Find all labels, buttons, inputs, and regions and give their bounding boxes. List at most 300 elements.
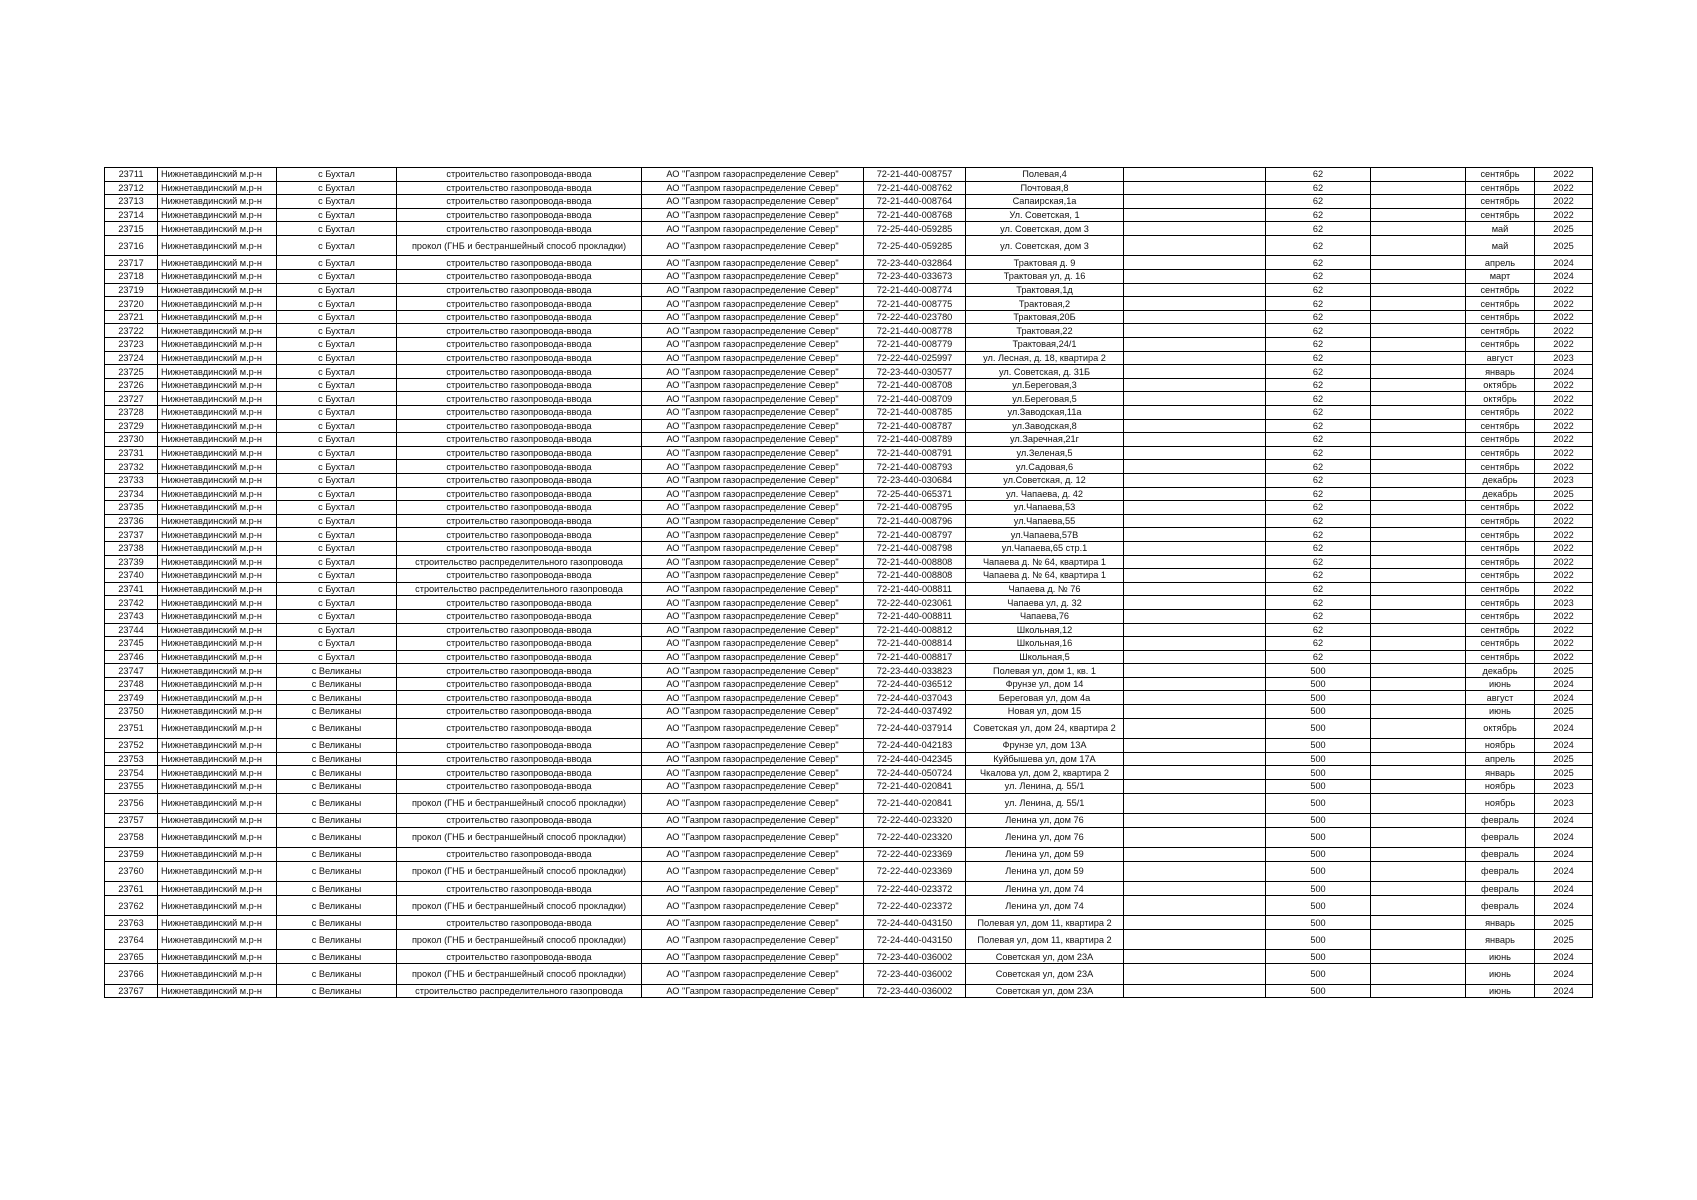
- cell-object-id: 72-21-440-008757: [864, 168, 966, 182]
- cell-organization: АО "Газпром газораспределение Север": [642, 446, 864, 460]
- table-row: [105, 378, 1593, 392]
- cell-object-id: 72-21-440-008793: [864, 460, 966, 474]
- table-row: [105, 691, 1593, 705]
- cell-number: 23733: [105, 473, 158, 487]
- cell-number: 23718: [105, 270, 158, 284]
- cell-empty: [1371, 528, 1466, 542]
- cell-object-id: 72-24-440-036512: [864, 677, 966, 691]
- cell-village: с Великаны: [277, 848, 397, 862]
- cell-district: Нижнетавдинский м.р-н: [158, 718, 277, 739]
- cell-month: сентябрь: [1466, 460, 1535, 474]
- table-row: [105, 433, 1593, 447]
- cell-empty: [1124, 752, 1266, 766]
- cell-month: декабрь: [1466, 664, 1535, 678]
- cell-number: 23738: [105, 541, 158, 555]
- cell-work-type: строительство газопровода-ввода: [397, 406, 642, 420]
- cell-number: 23715: [105, 222, 158, 236]
- cell-organization: АО "Газпром газораспределение Север": [642, 528, 864, 542]
- cell-object-id: 72-21-440-020841: [864, 779, 966, 793]
- cell-empty: [1371, 235, 1466, 256]
- cell-village: с Бухтал: [277, 208, 397, 222]
- cell-empty: [1371, 793, 1466, 814]
- cell-object-id: 72-22-440-023780: [864, 310, 966, 324]
- cell-organization: АО "Газпром газораспределение Север": [642, 916, 864, 930]
- cell-year: 2023: [1535, 473, 1593, 487]
- cell-district: Нижнетавдинский м.р-н: [158, 929, 277, 950]
- cell-empty: [1124, 378, 1266, 392]
- cell-organization: АО "Газпром газораспределение Север": [642, 222, 864, 236]
- table-row: [105, 650, 1593, 664]
- cell-empty: [1371, 739, 1466, 753]
- cell-number: 23749: [105, 691, 158, 705]
- cell-organization: АО "Газпром газораспределение Север": [642, 814, 864, 828]
- cell-object-id: 72-23-440-030577: [864, 365, 966, 379]
- cell-code: 500: [1266, 964, 1371, 985]
- cell-object-id: 72-25-440-059285: [864, 235, 966, 256]
- cell-district: Нижнетавдинский м.р-н: [158, 827, 277, 848]
- cell-village: с Бухтал: [277, 181, 397, 195]
- cell-organization: АО "Газпром газораспределение Север": [642, 324, 864, 338]
- cell-year: 2022: [1535, 501, 1593, 515]
- cell-code: 500: [1266, 984, 1371, 998]
- cell-month: февраль: [1466, 895, 1535, 916]
- cell-month: февраль: [1466, 814, 1535, 828]
- cell-village: с Великаны: [277, 814, 397, 828]
- cell-address: Трактовая,20Б: [966, 310, 1124, 324]
- cell-year: 2023: [1535, 351, 1593, 365]
- cell-year: 2022: [1535, 569, 1593, 583]
- cell-work-type: строительство газопровода-ввода: [397, 487, 642, 501]
- cell-number: 23754: [105, 766, 158, 780]
- cell-code: 62: [1266, 514, 1371, 528]
- cell-number: 23760: [105, 861, 158, 882]
- cell-work-type: прокол (ГНБ и бестраншейный способ прокладки): [397, 895, 642, 916]
- cell-code: 500: [1266, 739, 1371, 753]
- cell-work-type: строительство газопровода-ввода: [397, 528, 642, 542]
- cell-district: Нижнетавдинский м.р-н: [158, 473, 277, 487]
- cell-work-type: строительство газопровода-ввода: [397, 718, 642, 739]
- cell-empty: [1124, 637, 1266, 651]
- cell-village: с Великаны: [277, 793, 397, 814]
- cell-object-id: 72-22-440-023369: [864, 848, 966, 862]
- cell-address: ул. Чапаева, д. 42: [966, 487, 1124, 501]
- cell-district: Нижнетавдинский м.р-н: [158, 310, 277, 324]
- cell-village: с Великаны: [277, 916, 397, 930]
- cell-empty: [1124, 270, 1266, 284]
- cell-village: с Бухтал: [277, 528, 397, 542]
- cell-object-id: 72-21-440-008778: [864, 324, 966, 338]
- cell-year: 2025: [1535, 235, 1593, 256]
- table-row: [105, 596, 1593, 610]
- cell-empty: [1371, 950, 1466, 964]
- cell-number: 23763: [105, 916, 158, 930]
- cell-empty: [1371, 916, 1466, 930]
- cell-empty: [1371, 861, 1466, 882]
- cell-empty: [1371, 766, 1466, 780]
- cell-code: 500: [1266, 677, 1371, 691]
- cell-organization: АО "Газпром газораспределение Север": [642, 609, 864, 623]
- cell-month: сентябрь: [1466, 637, 1535, 651]
- cell-work-type: строительство газопровода-ввода: [397, 378, 642, 392]
- cell-object-id: 72-21-440-008808: [864, 555, 966, 569]
- table-row: [105, 555, 1593, 569]
- cell-year: 2022: [1535, 419, 1593, 433]
- cell-empty: [1371, 623, 1466, 637]
- table-row: [105, 473, 1593, 487]
- cell-organization: АО "Газпром газораспределение Север": [642, 779, 864, 793]
- cell-work-type: строительство газопровода-ввода: [397, 950, 642, 964]
- cell-month: сентябрь: [1466, 310, 1535, 324]
- cell-work-type: строительство газопровода-ввода: [397, 916, 642, 930]
- cell-village: с Великаны: [277, 691, 397, 705]
- cell-empty: [1371, 256, 1466, 270]
- cell-address: Трактовая,24/1: [966, 338, 1124, 352]
- cell-address: ул.Заводская,8: [966, 419, 1124, 433]
- cell-work-type: строительство газопровода-ввода: [397, 677, 642, 691]
- cell-organization: АО "Газпром газораспределение Север": [642, 310, 864, 324]
- cell-empty: [1124, 596, 1266, 610]
- cell-object-id: 72-21-440-008797: [864, 528, 966, 542]
- cell-empty: [1371, 596, 1466, 610]
- cell-work-type: строительство газопровода-ввода: [397, 297, 642, 311]
- cell-address: Чапаева ул, д. 32: [966, 596, 1124, 610]
- cell-organization: АО "Газпром газораспределение Север": [642, 514, 864, 528]
- cell-year: 2024: [1535, 270, 1593, 284]
- cell-address: Береговая ул, дом 4а: [966, 691, 1124, 705]
- cell-code: 62: [1266, 235, 1371, 256]
- cell-year: 2022: [1535, 623, 1593, 637]
- cell-object-id: 72-24-440-042183: [864, 739, 966, 753]
- cell-month: сентябрь: [1466, 433, 1535, 447]
- cell-address: ул.Чапаева,57В: [966, 528, 1124, 542]
- cell-district: Нижнетавдинский м.р-н: [158, 433, 277, 447]
- cell-object-id: 72-21-440-008812: [864, 623, 966, 637]
- cell-organization: АО "Газпром газораспределение Север": [642, 705, 864, 719]
- cell-code: 62: [1266, 256, 1371, 270]
- cell-empty: [1371, 195, 1466, 209]
- cell-address: ул.Чапаева,65 стр.1: [966, 541, 1124, 555]
- cell-district: Нижнетавдинский м.р-н: [158, 705, 277, 719]
- cell-empty: [1371, 392, 1466, 406]
- cell-organization: АО "Газпром газораспределение Север": [642, 256, 864, 270]
- cell-month: ноябрь: [1466, 779, 1535, 793]
- cell-work-type: строительство газопровода-ввода: [397, 569, 642, 583]
- table-row: [105, 446, 1593, 460]
- table-row: [105, 514, 1593, 528]
- cell-work-type: строительство газопровода-ввода: [397, 181, 642, 195]
- cell-address: Школьная,5: [966, 650, 1124, 664]
- cell-month: март: [1466, 270, 1535, 284]
- cell-district: Нижнетавдинский м.р-н: [158, 739, 277, 753]
- cell-empty: [1371, 208, 1466, 222]
- cell-district: Нижнетавдинский м.р-н: [158, 541, 277, 555]
- cell-empty: [1371, 297, 1466, 311]
- cell-organization: АО "Газпром газораспределение Север": [642, 181, 864, 195]
- cell-empty: [1124, 487, 1266, 501]
- cell-village: с Бухтал: [277, 222, 397, 236]
- cell-district: Нижнетавдинский м.р-н: [158, 766, 277, 780]
- cell-year: 2022: [1535, 324, 1593, 338]
- cell-work-type: строительство газопровода-ввода: [397, 433, 642, 447]
- cell-empty: [1371, 487, 1466, 501]
- cell-district: Нижнетавдинский м.р-н: [158, 916, 277, 930]
- cell-work-type: строительство распределительного газопровода: [397, 582, 642, 596]
- cell-district: Нижнетавдинский м.р-н: [158, 181, 277, 195]
- cell-organization: АО "Газпром газораспределение Север": [642, 984, 864, 998]
- cell-code: 500: [1266, 718, 1371, 739]
- cell-empty: [1124, 195, 1266, 209]
- cell-code: 62: [1266, 623, 1371, 637]
- table-row: [105, 814, 1593, 828]
- cell-year: 2023: [1535, 779, 1593, 793]
- cell-number: 23766: [105, 964, 158, 985]
- cell-organization: АО "Газпром газораспределение Север": [642, 827, 864, 848]
- table-row: [105, 541, 1593, 555]
- cell-district: Нижнетавдинский м.р-н: [158, 351, 277, 365]
- cell-organization: АО "Газпром газораспределение Север": [642, 739, 864, 753]
- cell-village: с Великаны: [277, 984, 397, 998]
- cell-month: февраль: [1466, 827, 1535, 848]
- cell-village: с Великаны: [277, 664, 397, 678]
- cell-empty: [1124, 718, 1266, 739]
- cell-empty: [1371, 406, 1466, 420]
- cell-address: ул.Зеленая,5: [966, 446, 1124, 460]
- cell-organization: АО "Газпром газораспределение Север": [642, 365, 864, 379]
- cell-empty: [1124, 433, 1266, 447]
- cell-empty: [1124, 365, 1266, 379]
- cell-empty: [1124, 766, 1266, 780]
- table-row: [105, 365, 1593, 379]
- cell-empty: [1124, 609, 1266, 623]
- cell-address: Советская ул, дом 23А: [966, 950, 1124, 964]
- cell-village: с Великаны: [277, 861, 397, 882]
- cell-address: Чапаева д. № 64, квартира 1: [966, 569, 1124, 583]
- cell-empty: [1124, 222, 1266, 236]
- cell-code: 62: [1266, 582, 1371, 596]
- cell-village: с Бухтал: [277, 168, 397, 182]
- cell-district: Нижнетавдинский м.р-н: [158, 365, 277, 379]
- cell-organization: АО "Газпром газораспределение Север": [642, 297, 864, 311]
- cell-empty: [1371, 882, 1466, 896]
- cell-empty: [1371, 848, 1466, 862]
- cell-address: ул. Ленина, д. 55/1: [966, 793, 1124, 814]
- cell-work-type: строительство газопровода-ввода: [397, 705, 642, 719]
- cell-code: 62: [1266, 596, 1371, 610]
- cell-work-type: строительство газопровода-ввода: [397, 637, 642, 651]
- cell-address: Трактовая,2: [966, 297, 1124, 311]
- cell-organization: АО "Газпром газораспределение Север": [642, 501, 864, 515]
- cell-year: 2025: [1535, 222, 1593, 236]
- cell-year: 2024: [1535, 718, 1593, 739]
- cell-address: Школьная,12: [966, 623, 1124, 637]
- cell-district: Нижнетавдинский м.р-н: [158, 378, 277, 392]
- cell-year: 2024: [1535, 882, 1593, 896]
- cell-organization: АО "Газпром газораспределение Север": [642, 677, 864, 691]
- cell-village: с Бухтал: [277, 446, 397, 460]
- cell-year: 2022: [1535, 637, 1593, 651]
- cell-month: сентябрь: [1466, 168, 1535, 182]
- cell-year: 2025: [1535, 487, 1593, 501]
- cell-year: 2022: [1535, 168, 1593, 182]
- cell-empty: [1124, 882, 1266, 896]
- cell-code: 62: [1266, 324, 1371, 338]
- cell-month: сентябрь: [1466, 623, 1535, 637]
- cell-code: 62: [1266, 473, 1371, 487]
- cell-empty: [1124, 310, 1266, 324]
- cell-object-id: 72-21-440-008798: [864, 541, 966, 555]
- cell-village: с Бухтал: [277, 650, 397, 664]
- cell-district: Нижнетавдинский м.р-н: [158, 950, 277, 964]
- table-row: [105, 637, 1593, 651]
- cell-empty: [1124, 984, 1266, 998]
- cell-address: Ленина ул, дом 76: [966, 814, 1124, 828]
- cell-object-id: 72-21-440-008814: [864, 637, 966, 651]
- cell-district: Нижнетавдинский м.р-н: [158, 596, 277, 610]
- cell-number: 23748: [105, 677, 158, 691]
- cell-month: июнь: [1466, 984, 1535, 998]
- cell-work-type: строительство газопровода-ввода: [397, 596, 642, 610]
- table-row: [105, 460, 1593, 474]
- cell-village: с Бухтал: [277, 297, 397, 311]
- cell-number: 23747: [105, 664, 158, 678]
- cell-empty: [1124, 446, 1266, 460]
- cell-district: Нижнетавдинский м.р-н: [158, 609, 277, 623]
- cell-work-type: строительство газопровода-ввода: [397, 752, 642, 766]
- cell-code: 500: [1266, 664, 1371, 678]
- cell-object-id: 72-25-440-059285: [864, 222, 966, 236]
- cell-object-id: 72-25-440-065371: [864, 487, 966, 501]
- cell-month: июнь: [1466, 950, 1535, 964]
- cell-organization: АО "Газпром газораспределение Север": [642, 283, 864, 297]
- cell-object-id: 72-23-440-036002: [864, 950, 966, 964]
- cell-year: 2025: [1535, 766, 1593, 780]
- cell-month: октябрь: [1466, 718, 1535, 739]
- cell-village: с Бухтал: [277, 555, 397, 569]
- table-row: [105, 766, 1593, 780]
- cell-month: сентябрь: [1466, 528, 1535, 542]
- cell-village: с Бухтал: [277, 514, 397, 528]
- cell-code: 62: [1266, 406, 1371, 420]
- cell-organization: АО "Газпром газораспределение Север": [642, 950, 864, 964]
- cell-object-id: 72-21-440-008817: [864, 650, 966, 664]
- cell-object-id: 72-23-440-036002: [864, 984, 966, 998]
- cell-district: Нижнетавдинский м.р-н: [158, 848, 277, 862]
- cell-work-type: прокол (ГНБ и бестраншейный способ прокладки): [397, 793, 642, 814]
- cell-number: 23753: [105, 752, 158, 766]
- cell-district: Нижнетавдинский м.р-н: [158, 256, 277, 270]
- cell-object-id: 72-23-440-032864: [864, 256, 966, 270]
- cell-number: 23725: [105, 365, 158, 379]
- cell-empty: [1371, 929, 1466, 950]
- cell-year: 2022: [1535, 460, 1593, 474]
- cell-work-type: строительство газопровода-ввода: [397, 222, 642, 236]
- cell-address: Полевая ул, дом 1, кв. 1: [966, 664, 1124, 678]
- cell-month: май: [1466, 235, 1535, 256]
- cell-code: 62: [1266, 392, 1371, 406]
- cell-address: ул. Ленина, д. 55/1: [966, 779, 1124, 793]
- cell-organization: АО "Газпром газораспределение Север": [642, 664, 864, 678]
- cell-empty: [1124, 895, 1266, 916]
- cell-object-id: 72-21-440-008796: [864, 514, 966, 528]
- cell-year: 2024: [1535, 984, 1593, 998]
- cell-work-type: строительство газопровода-ввода: [397, 283, 642, 297]
- table-row: [105, 195, 1593, 209]
- cell-work-type: строительство газопровода-ввода: [397, 365, 642, 379]
- cell-month: июнь: [1466, 705, 1535, 719]
- cell-work-type: строительство газопровода-ввода: [397, 270, 642, 284]
- cell-month: сентябрь: [1466, 569, 1535, 583]
- cell-month: сентябрь: [1466, 208, 1535, 222]
- cell-empty: [1371, 582, 1466, 596]
- cell-work-type: строительство распределительного газопровода: [397, 555, 642, 569]
- cell-month: сентябрь: [1466, 419, 1535, 433]
- cell-address: ул. Советская, дом 3: [966, 235, 1124, 256]
- table-row: [105, 677, 1593, 691]
- cell-object-id: 72-21-440-008811: [864, 609, 966, 623]
- cell-year: 2022: [1535, 338, 1593, 352]
- cell-number: 23736: [105, 514, 158, 528]
- cell-organization: АО "Газпром газораспределение Север": [642, 623, 864, 637]
- cell-village: с Бухтал: [277, 623, 397, 637]
- cell-work-type: строительство газопровода-ввода: [397, 848, 642, 862]
- cell-month: декабрь: [1466, 473, 1535, 487]
- cell-work-type: строительство газопровода-ввода: [397, 814, 642, 828]
- cell-empty: [1124, 351, 1266, 365]
- cell-month: апрель: [1466, 752, 1535, 766]
- cell-address: ул.Береговая,3: [966, 378, 1124, 392]
- cell-address: Ленина ул, дом 74: [966, 882, 1124, 896]
- cell-address: ул. Лесная, д. 18, квартира 2: [966, 351, 1124, 365]
- cell-month: сентябрь: [1466, 650, 1535, 664]
- table-row: [105, 916, 1593, 930]
- cell-empty: [1371, 779, 1466, 793]
- cell-work-type: прокол (ГНБ и бестраншейный способ прокладки): [397, 827, 642, 848]
- cell-organization: АО "Газпром газораспределение Север": [642, 235, 864, 256]
- cell-code: 500: [1266, 752, 1371, 766]
- cell-work-type: строительство газопровода-ввода: [397, 650, 642, 664]
- cell-object-id: 72-21-440-008789: [864, 433, 966, 447]
- cell-village: с Великаны: [277, 929, 397, 950]
- table-row: [105, 779, 1593, 793]
- cell-month: сентябрь: [1466, 181, 1535, 195]
- cell-year: 2022: [1535, 406, 1593, 420]
- cell-organization: АО "Газпром газораспределение Север": [642, 208, 864, 222]
- cell-number: 23720: [105, 297, 158, 311]
- cell-code: 62: [1266, 270, 1371, 284]
- cell-code: 62: [1266, 433, 1371, 447]
- cell-month: февраль: [1466, 882, 1535, 896]
- cell-code: 62: [1266, 609, 1371, 623]
- cell-code: 500: [1266, 691, 1371, 705]
- cell-number: 23750: [105, 705, 158, 719]
- cell-work-type: строительство газопровода-ввода: [397, 195, 642, 209]
- cell-empty: [1371, 650, 1466, 664]
- cell-code: 62: [1266, 569, 1371, 583]
- cell-work-type: строительство газопровода-ввода: [397, 338, 642, 352]
- cell-month: сентябрь: [1466, 609, 1535, 623]
- cell-code: 62: [1266, 378, 1371, 392]
- cell-empty: [1124, 208, 1266, 222]
- table-row: [105, 419, 1593, 433]
- cell-month: февраль: [1466, 848, 1535, 862]
- cell-village: с Великаны: [277, 964, 397, 985]
- table-row: [105, 582, 1593, 596]
- cell-work-type: строительство газопровода-ввода: [397, 623, 642, 637]
- table-row: [105, 623, 1593, 637]
- cell-number: 23727: [105, 392, 158, 406]
- cell-organization: АО "Газпром газораспределение Север": [642, 596, 864, 610]
- cell-address: Ул. Советская, 1: [966, 208, 1124, 222]
